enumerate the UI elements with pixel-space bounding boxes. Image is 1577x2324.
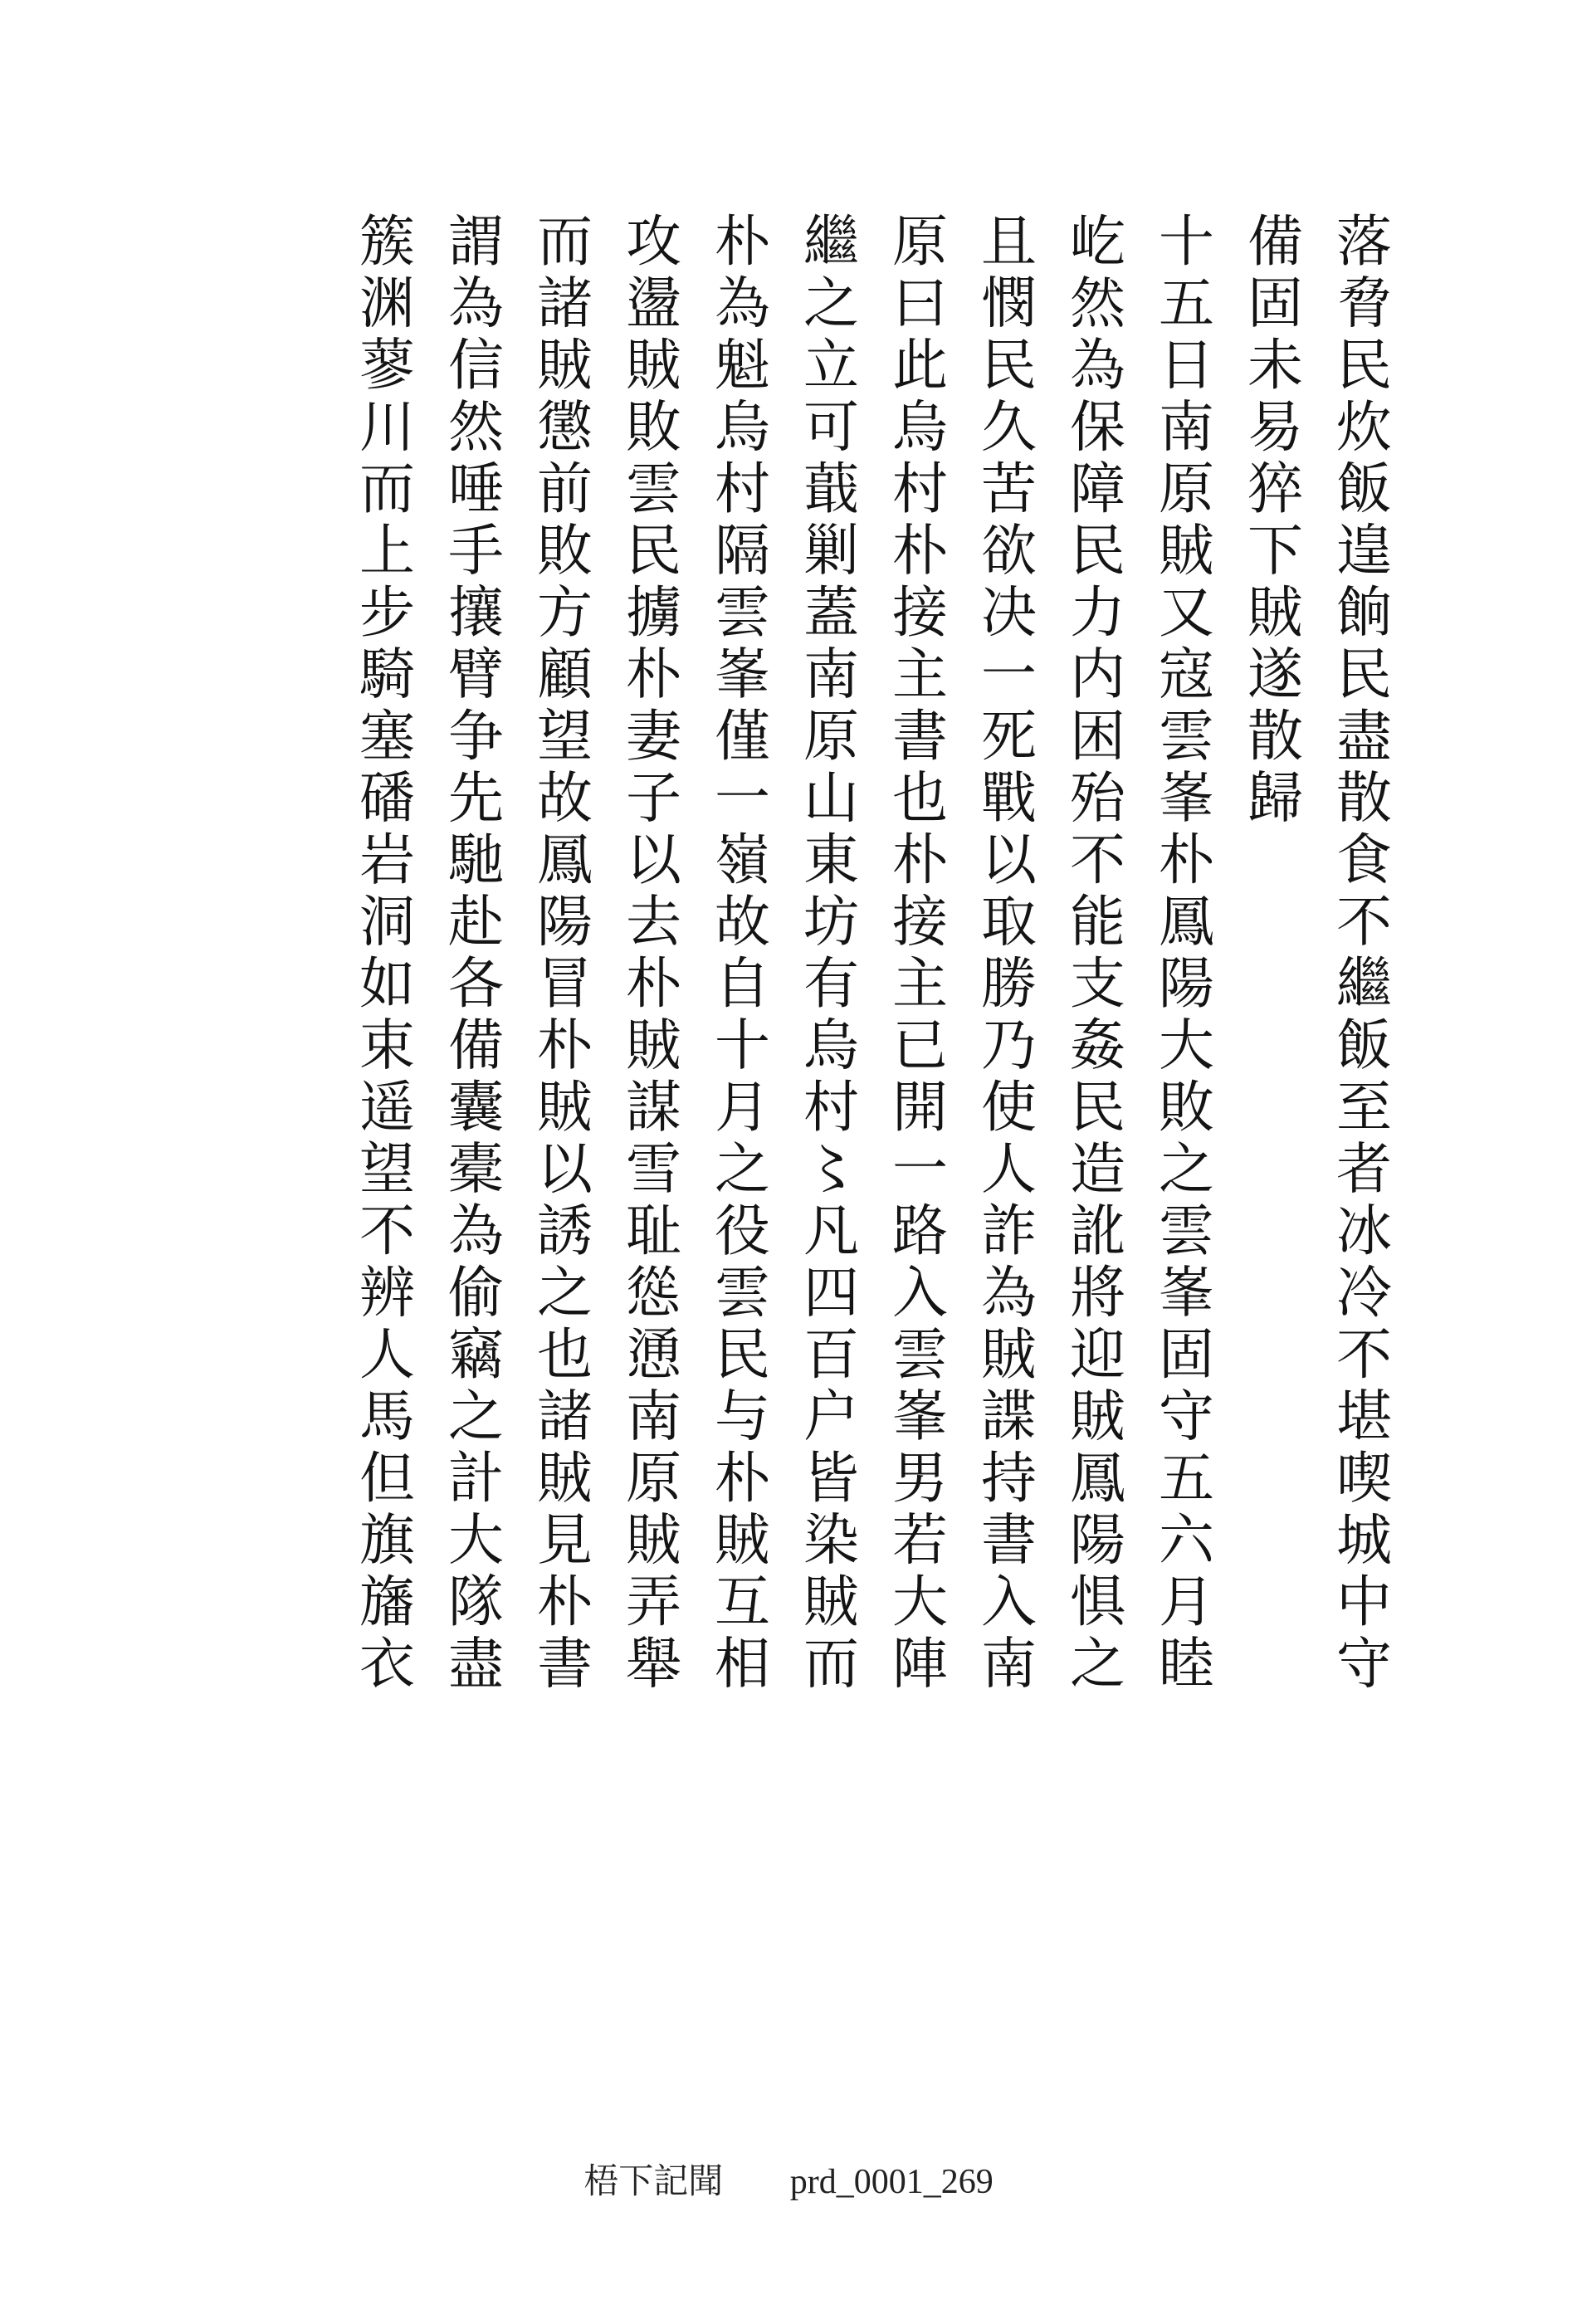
text-column <box>784 212 870 1830</box>
page-identifier: prd_0001_269 <box>789 2163 994 2201</box>
column-text: 原曰此烏村朴接主書也朴接主已開一路入雲峯男若大陣 <box>883 212 949 1696</box>
column-text: 十五日南原賊又寇雲峯朴鳳陽大敗之雲峯固守五六月睦 <box>1150 212 1215 1696</box>
column-text: 且憫民久苦欲决一死戰以取勝乃使人詐為賊諜持書入南 <box>972 212 1038 1696</box>
text-column <box>606 212 692 1830</box>
column-text: 落脅民炊飯遑餉民盡散食不繼飯至者冰冷不堪喫城中守 <box>1327 212 1393 1696</box>
column-text: 簇渊蓼川而上步騎塞磻岩洞如束遥望不辨人馬但旗旛衣 <box>350 212 416 1696</box>
text-column <box>517 212 603 1830</box>
book-title: 梧下記聞 <box>583 2163 724 2201</box>
column-text: 朴為魁烏村隔雲峯僅一嶺故自十月之役雲民与朴賊互相 <box>706 212 771 1696</box>
column-text: 屹然為保障民力内困殆不能支姦民造訛將迎賊鳳陽惧之 <box>1061 212 1126 1696</box>
text-column <box>428 212 515 1830</box>
column-text: 繼之立可蕺剿蓋南原山東坊有烏村〻凡四百户皆染賊而 <box>794 212 860 1696</box>
column-text: 攻盪賊敗雲民擄朴妻子以去朴賊謀雪耻慫慂南原賊弄舉 <box>617 212 682 1696</box>
text-column <box>1139 212 1225 1830</box>
text-column <box>961 212 1047 1830</box>
column-text: 而諸賊懲前敗方顧望故鳳陽冒朴賊以誘之也諸賊見朴書 <box>528 212 593 1696</box>
text-column <box>1228 212 1314 1830</box>
text-column <box>339 212 426 1830</box>
text-column <box>1316 212 1403 1830</box>
page-footer <box>0 2154 1577 2204</box>
text-column <box>872 212 959 1830</box>
text-column <box>695 212 781 1830</box>
column-text: 謂為信然唾手攘臂争先馳赴各備囊橐為偷竊之計大隊盡 <box>439 212 505 1696</box>
column-text: 備固未易猝下賊遂散歸 <box>1238 212 1304 830</box>
text-column <box>1050 212 1136 1830</box>
manuscript-text-block <box>299 212 1403 1830</box>
